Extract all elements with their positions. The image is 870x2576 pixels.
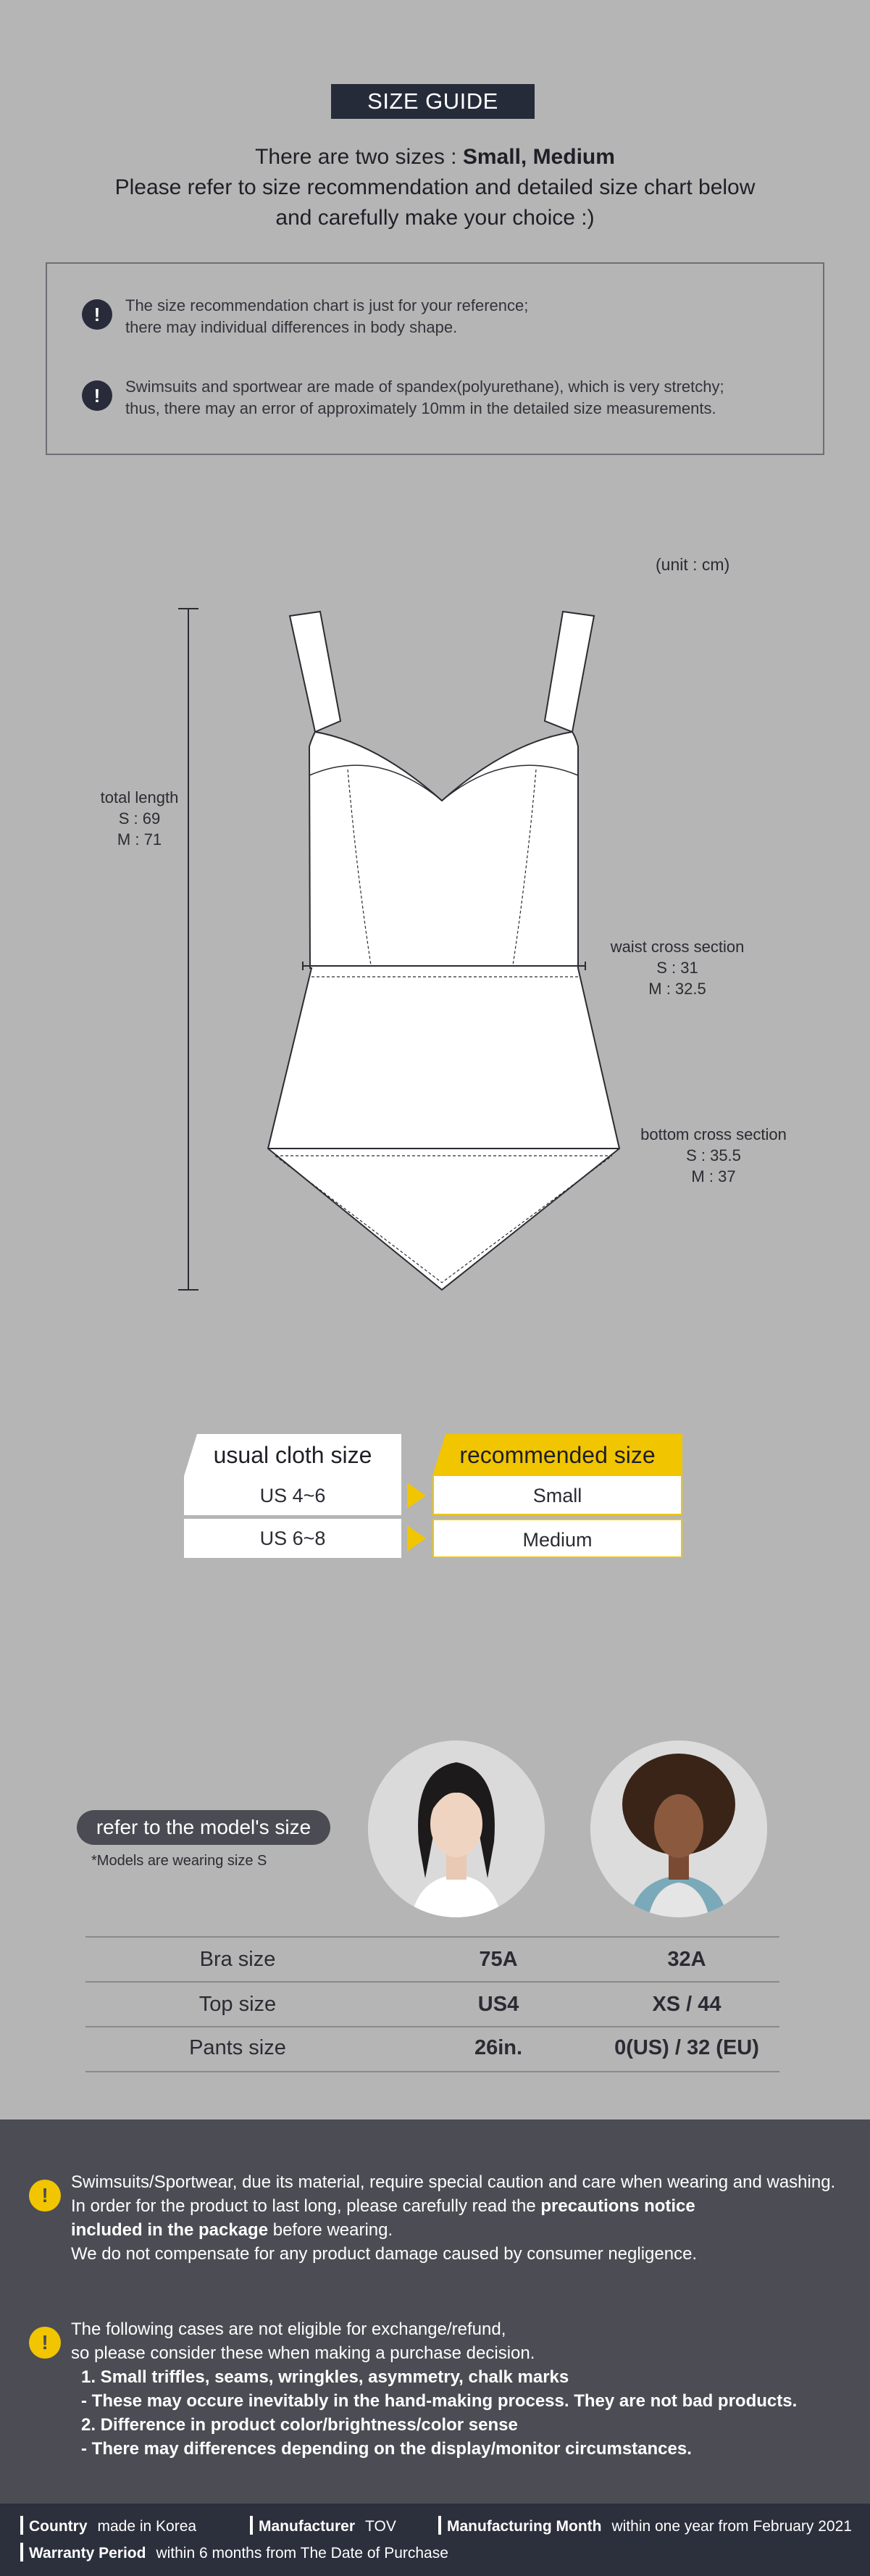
waist-m: M : 32.5	[648, 980, 706, 998]
model-1-illustration	[368, 1741, 545, 1917]
model-1-value: US4	[477, 1993, 519, 2016]
size-guide-title: SIZE GUIDE	[331, 84, 535, 119]
divider-bar	[438, 2516, 441, 2535]
model-2-value: 0(US) / 32 (EU)	[614, 2036, 759, 2059]
model-1-photo	[368, 1741, 545, 1917]
arrow-right-icon	[407, 1525, 426, 1551]
intro-line-2: Please refer to size recommendation and detailed size chart below	[114, 175, 756, 199]
model-2-photo	[590, 1741, 767, 1917]
care-p2-line1: The following cases are not eligible for exchange/refund,	[71, 2319, 506, 2339]
usual-size-cell: US 6~8	[184, 1519, 401, 1558]
product-info-footer	[0, 2504, 870, 2576]
warning-icon: !	[29, 2180, 61, 2212]
model-size-pill: refer to the model's size	[77, 1810, 330, 1845]
recommended-size-cell: Small	[432, 1476, 682, 1515]
intro-line-3: and carefully make your choice :)	[275, 206, 595, 230]
model-row-bra	[85, 1938, 779, 1981]
unit-label: (unit : cm)	[656, 555, 730, 574]
notice-2-line-2: thus, there may an error of approximately 10mm in the detailed size measurements.	[125, 399, 716, 417]
recommended-size-header: recommended size	[459, 1442, 656, 1468]
intro-line-1: There are two sizes : Small, Medium	[255, 145, 615, 169]
care-p1-line2: In order for the product to last long, please carefully read the precautions notice	[71, 2196, 695, 2216]
model-2-illustration	[590, 1741, 767, 1917]
model-row-top	[85, 1983, 779, 2026]
warning-icon: !	[29, 2327, 61, 2359]
model-1-value: 75A	[479, 1948, 518, 1971]
model-note: *Models are wearing size S	[91, 1853, 267, 1869]
manufacturing-month-info: Manufacturing Month within one year from February 2021	[438, 2516, 852, 2538]
care-p2-line3: 1. Small triffles, seams, wringkles, asymmetry, chalk marks	[81, 2367, 569, 2387]
divider-bar	[20, 2543, 23, 2562]
row-label: Bra size	[199, 1948, 276, 1971]
notice-1-line-1: The size recommendation chart is just for your reference;	[125, 296, 529, 314]
total-length-m: M : 71	[117, 830, 162, 849]
care-p2-line5: 2. Difference in product color/brightness/color sense	[81, 2415, 518, 2435]
notice-2-line-1: Swimsuits and sportwear are made of spandex(polyurethane), which is very stretchy;	[125, 378, 724, 396]
divider-bar	[20, 2516, 23, 2535]
row-label: Pants size	[189, 2036, 286, 2059]
notice-box	[46, 262, 824, 455]
bottom-label: bottom cross section	[640, 1125, 787, 1143]
waist-label: waist cross section	[610, 938, 745, 956]
country-info: Country made in Korea	[20, 2516, 196, 2538]
warranty-info: Warranty Period within 6 months from The Date of Purchase	[20, 2543, 448, 2564]
care-p2-line2: so please consider these when making a purchase decision.	[71, 2343, 535, 2363]
bottom-s: S : 35.5	[686, 1146, 741, 1164]
bottom-m: M : 37	[691, 1167, 736, 1185]
arrow-right-icon	[407, 1483, 426, 1509]
usual-size-header: usual cloth size	[213, 1442, 372, 1468]
row-label: Top size	[198, 1993, 277, 2016]
waist-s: S : 31	[656, 959, 698, 977]
model-2-value: XS / 44	[652, 1993, 721, 2016]
recommended-size-cell: Medium	[432, 1519, 682, 1558]
model-2-value: 32A	[667, 1948, 706, 1971]
care-p2-line4: - These may occure inevitably in the hand-making process. They are not bad products.	[81, 2391, 798, 2411]
care-p2-line6: - There may differences depending on the display/monitor circumstances.	[81, 2439, 692, 2459]
divider-bar	[250, 2516, 253, 2535]
care-p1-line3: included in the package before wearing.	[71, 2220, 393, 2240]
usual-size-cell: US 4~6	[184, 1476, 401, 1515]
care-p1-line4: We do not compensate for any product damage caused by consumer negligence.	[71, 2244, 698, 2264]
intro-sizes: Small, Medium	[462, 145, 615, 169]
total-length-s: S : 69	[118, 809, 161, 828]
exclamation-icon: !	[82, 299, 112, 330]
model-row-pants	[85, 2026, 779, 2069]
notice-1-line-2: there may individual differences in body shape.	[125, 318, 458, 336]
manufacturer-info: Manufacturer TOV	[250, 2516, 396, 2538]
total-length-label: total length	[100, 788, 179, 806]
care-p1-line1: Swimsuits/Sportwear, due its material, require special caution and care when wearing and washing.	[71, 2172, 836, 2192]
divider	[85, 2071, 779, 2072]
model-1-value: 26in.	[474, 2036, 523, 2059]
exclamation-icon: !	[82, 380, 112, 411]
